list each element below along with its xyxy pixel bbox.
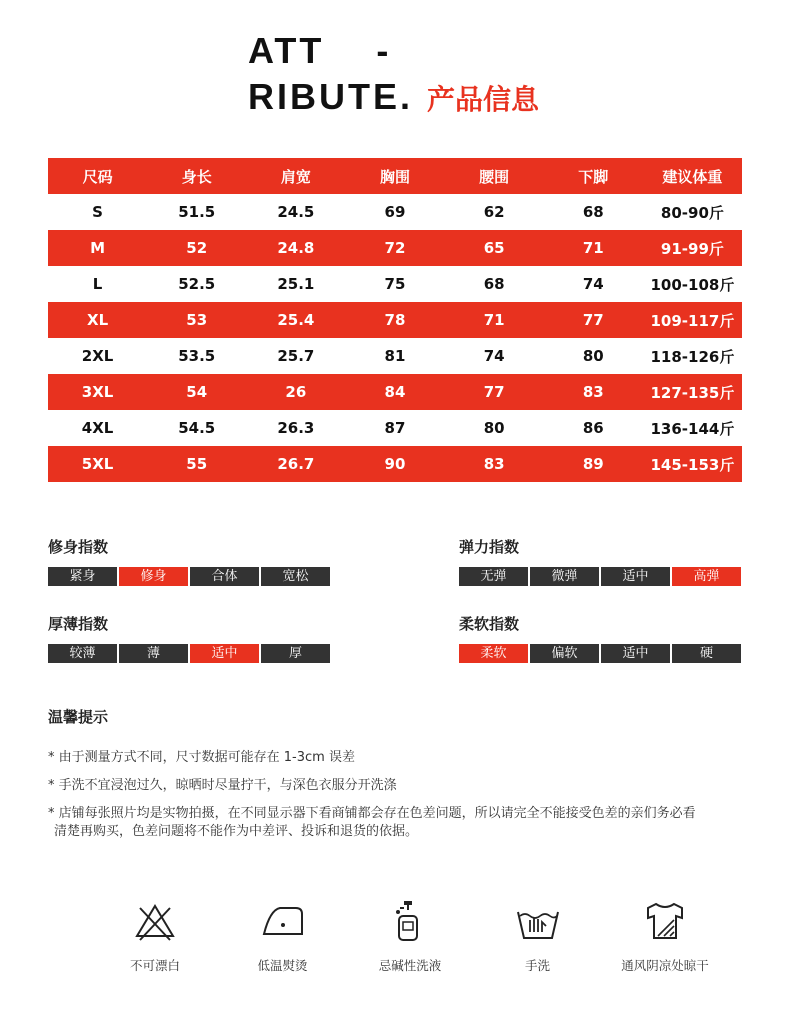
table-cell: 100-108斤 <box>643 266 742 302</box>
table-cell: 71 <box>445 302 544 338</box>
stretch-option-selected: 高弹 <box>672 567 741 586</box>
header-chest: 胸围 <box>345 158 444 194</box>
table-cell: 78 <box>345 302 444 338</box>
table-row <box>48 230 742 266</box>
tips-section <box>48 706 748 851</box>
table-cell: 25.4 <box>246 302 345 338</box>
no-alkaline-detergent-icon <box>385 898 435 944</box>
softness-index-label: 柔软指数 <box>459 615 520 633</box>
thickness-option-selected: 适中 <box>190 644 259 663</box>
care-label: 忌碱性洗液 <box>378 958 442 973</box>
table-cell: 81 <box>345 338 444 374</box>
table-cell: 145-153斤 <box>643 446 742 482</box>
table-row <box>48 374 742 410</box>
care-item <box>483 898 593 974</box>
table-cell: 69 <box>345 194 444 230</box>
table-cell: M <box>48 230 147 266</box>
care-label: 低温熨烫 <box>257 958 308 973</box>
table-cell: 80 <box>544 338 643 374</box>
table-cell: 3XL <box>48 374 147 410</box>
table-cell: 91-99斤 <box>643 230 742 266</box>
header-hem: 下脚 <box>544 158 643 194</box>
stretch-option: 无弹 <box>459 567 528 586</box>
table-cell: S <box>48 194 147 230</box>
table-cell: 80-90斤 <box>643 194 742 230</box>
thickness-option: 厚 <box>261 644 330 663</box>
care-label: 通风阴凉处晾干 <box>621 958 709 973</box>
stretch-index <box>459 536 741 586</box>
table-cell: 5XL <box>48 446 147 482</box>
size-table <box>48 158 742 482</box>
tip-item: * 由于测量方式不同，尺寸数据可能存在 1-3cm 误差 <box>48 750 355 765</box>
table-cell: 86 <box>544 410 643 446</box>
care-instructions <box>100 898 720 974</box>
table-cell: 25.7 <box>246 338 345 374</box>
table-cell: 127-135斤 <box>643 374 742 410</box>
table-cell: 89 <box>544 446 643 482</box>
table-row <box>48 194 742 230</box>
table-cell: 118-126斤 <box>643 338 742 374</box>
table-cell: 52 <box>147 230 246 266</box>
table-cell: 53.5 <box>147 338 246 374</box>
table-cell: 77 <box>445 374 544 410</box>
care-item <box>610 898 720 974</box>
care-label: 手洗 <box>524 958 550 973</box>
title-cn: 产品信息 <box>427 83 540 116</box>
table-cell: 54.5 <box>147 410 246 446</box>
thickness-option: 较薄 <box>48 644 117 663</box>
table-cell: 26.7 <box>246 446 345 482</box>
table-cell: 80 <box>445 410 544 446</box>
header-size: 尺码 <box>48 158 147 194</box>
header-waist: 腰围 <box>445 158 544 194</box>
title-line-1: ATT - <box>248 30 392 71</box>
page-title <box>248 28 539 120</box>
fit-option-selected: 修身 <box>119 567 188 586</box>
tips-heading: 温馨提示 <box>48 708 109 726</box>
tip-item: * 手洗不宜浸泡过久，晾晒时尽量拧干，与深色衣服分开洗涤 <box>48 778 397 793</box>
care-item <box>355 898 465 974</box>
table-cell: 77 <box>544 302 643 338</box>
softness-option: 适中 <box>601 644 670 663</box>
table-cell: 72 <box>345 230 444 266</box>
header-weight: 建议体重 <box>643 158 742 194</box>
no-bleach-icon <box>130 898 180 944</box>
table-cell: 136-144斤 <box>643 410 742 446</box>
table-cell: 26 <box>246 374 345 410</box>
thickness-index <box>48 613 330 663</box>
thickness-index-label: 厚薄指数 <box>48 615 109 633</box>
table-cell: 87 <box>345 410 444 446</box>
fit-option: 紧身 <box>48 567 117 586</box>
softness-option: 硬 <box>672 644 741 663</box>
tip-item-continued: 清楚再购买，色差问题将不能作为中差评、投诉和退货的依据。 <box>54 824 419 839</box>
table-cell: 55 <box>147 446 246 482</box>
header-length: 身长 <box>147 158 246 194</box>
table-cell: 2XL <box>48 338 147 374</box>
table-cell: 75 <box>345 266 444 302</box>
care-item <box>228 898 338 974</box>
fit-index <box>48 536 330 586</box>
fit-option: 宽松 <box>261 567 330 586</box>
stretch-option: 微弹 <box>530 567 599 586</box>
table-row <box>48 266 742 302</box>
tip-item: * 店铺每张照片均是实物拍摄，在不同显示器下看商铺都会存在色差问题，所以请完全不能接受色差的亲们务必看 <box>48 806 696 821</box>
table-cell: 74 <box>445 338 544 374</box>
title-line-2: RIBUTE. <box>248 76 413 117</box>
fit-index-label: 修身指数 <box>48 538 109 556</box>
table-cell: 68 <box>445 266 544 302</box>
thickness-index-scale <box>48 644 330 663</box>
table-cell: 54 <box>147 374 246 410</box>
hand-wash-icon <box>513 898 563 944</box>
softness-option-selected: 柔软 <box>459 644 528 663</box>
table-cell: 26.3 <box>246 410 345 446</box>
table-cell: 4XL <box>48 410 147 446</box>
table-cell: 83 <box>445 446 544 482</box>
softness-index <box>459 613 741 663</box>
size-table-header <box>48 158 742 194</box>
table-cell: 109-117斤 <box>643 302 742 338</box>
fit-index-scale <box>48 567 330 586</box>
table-cell: 24.5 <box>246 194 345 230</box>
table-row <box>48 302 742 338</box>
low-iron-icon <box>258 898 308 944</box>
table-cell: 74 <box>544 266 643 302</box>
table-row <box>48 446 742 482</box>
table-cell: 71 <box>544 230 643 266</box>
table-cell: 83 <box>544 374 643 410</box>
table-cell: 25.1 <box>246 266 345 302</box>
table-cell: 90 <box>345 446 444 482</box>
table-cell: 52.5 <box>147 266 246 302</box>
stretch-index-label: 弹力指数 <box>459 538 520 556</box>
shade-dry-icon <box>640 898 690 944</box>
stretch-option: 适中 <box>601 567 670 586</box>
stretch-index-scale <box>459 567 741 586</box>
table-cell: 84 <box>345 374 444 410</box>
softness-index-scale <box>459 644 741 663</box>
care-item <box>100 898 210 974</box>
care-label: 不可漂白 <box>129 958 180 973</box>
table-cell: 68 <box>544 194 643 230</box>
table-row <box>48 410 742 446</box>
table-cell: L <box>48 266 147 302</box>
thickness-option: 薄 <box>119 644 188 663</box>
table-cell: 62 <box>445 194 544 230</box>
table-row <box>48 338 742 374</box>
table-cell: 53 <box>147 302 246 338</box>
table-cell: XL <box>48 302 147 338</box>
fit-option: 合体 <box>190 567 259 586</box>
header-shoulder: 肩宽 <box>246 158 345 194</box>
softness-option: 偏软 <box>530 644 599 663</box>
table-cell: 51.5 <box>147 194 246 230</box>
table-cell: 24.8 <box>246 230 345 266</box>
table-cell: 65 <box>445 230 544 266</box>
